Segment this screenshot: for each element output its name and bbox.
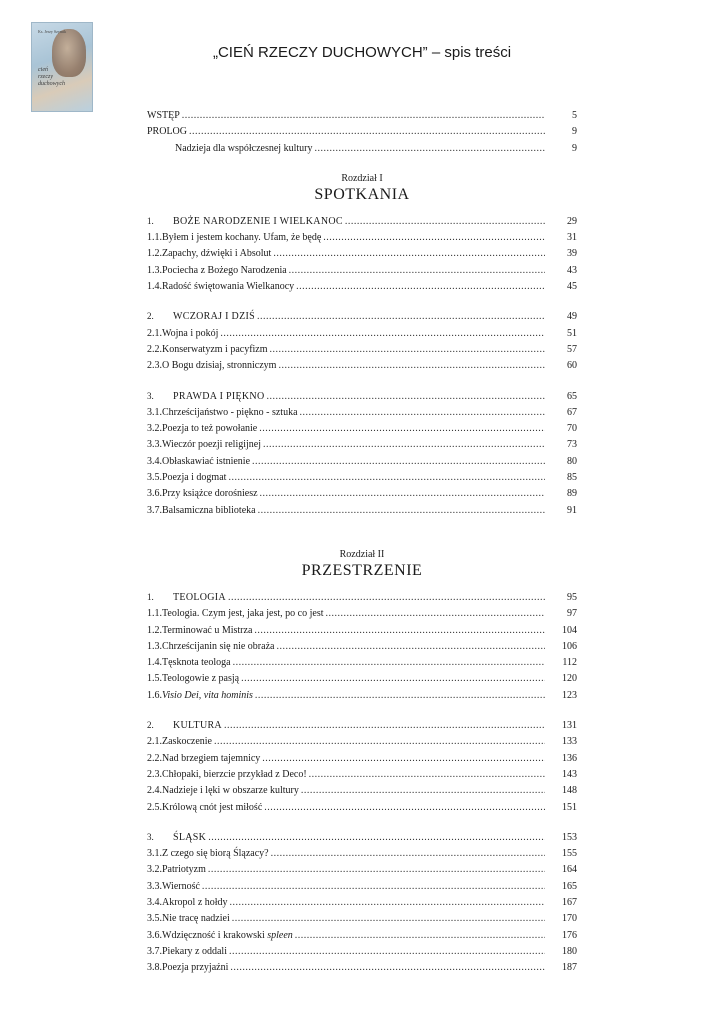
chapter-heading bbox=[147, 173, 577, 204]
toc-entry[interactable] bbox=[147, 472, 577, 488]
dot-leader bbox=[230, 897, 545, 908]
page-number: 29 bbox=[567, 215, 577, 227]
dot-leader bbox=[254, 625, 545, 636]
entry-label bbox=[147, 311, 255, 322]
entry-label bbox=[147, 832, 206, 843]
toc-entry[interactable] bbox=[147, 690, 577, 706]
toc-entry[interactable] bbox=[147, 281, 577, 297]
entry-label: PROLOG bbox=[147, 126, 188, 138]
toc-entry[interactable] bbox=[147, 232, 577, 248]
page-number: 31 bbox=[567, 232, 577, 244]
toc-section-entry[interactable] bbox=[147, 832, 577, 848]
toc-entry[interactable] bbox=[147, 265, 577, 281]
page-number: 120 bbox=[562, 673, 577, 685]
toc-entry[interactable] bbox=[147, 439, 577, 455]
section-gap bbox=[147, 818, 577, 832]
page-number: 148 bbox=[562, 785, 577, 797]
toc-entry[interactable] bbox=[147, 248, 577, 264]
entry-label: 3.8.Poezja przyjaźni bbox=[147, 962, 229, 974]
section-title: ŚLĄSK bbox=[173, 831, 207, 843]
entry-label: 3.7.Balsamiczna biblioteka bbox=[147, 504, 256, 516]
toc-entry[interactable] bbox=[147, 344, 577, 360]
page-number: 123 bbox=[562, 689, 577, 701]
entry-label: 1.6.Visio Dei, vita hominis bbox=[147, 689, 253, 701]
entry-label: 2.1.Wojna i pokój bbox=[147, 327, 219, 339]
dot-leader bbox=[220, 328, 545, 339]
page-number: 60 bbox=[567, 360, 577, 372]
page-number: 95 bbox=[567, 591, 577, 603]
dot-leader bbox=[189, 126, 545, 137]
entry-label: 3.5.Poezja i dogmat bbox=[147, 472, 227, 484]
entry-label bbox=[147, 391, 264, 402]
page-number: 85 bbox=[567, 472, 577, 484]
entry-label: WSTĘP bbox=[147, 110, 180, 121]
entry-label: 3.1.Z czego się biorą Ślązacy? bbox=[147, 848, 269, 860]
section-title: PRAWDA I PIĘKNO bbox=[173, 390, 265, 402]
page-number: 70 bbox=[567, 423, 577, 435]
entry-label: 1.3.Chrześcijanin się nie obraża bbox=[147, 640, 275, 652]
entry-label: 2.3.O Bogu dzisiaj, stronniczym bbox=[147, 360, 277, 372]
section-number: 2. bbox=[147, 311, 154, 322]
dot-leader bbox=[289, 265, 545, 276]
toc-section-entry[interactable] bbox=[147, 216, 577, 232]
entry-label: 3.1.Chrześcijaństwo - piękno - sztuka bbox=[147, 406, 298, 418]
dot-leader bbox=[182, 110, 545, 121]
chapter-heading bbox=[147, 549, 577, 580]
page-number: 187 bbox=[562, 962, 577, 974]
entry-label: 3.6.Wdzięczność i krakowski spleen bbox=[147, 929, 293, 941]
entry-label: 1.2.Terminować u Mistrza bbox=[147, 624, 253, 636]
page-number: 43 bbox=[567, 264, 577, 276]
toc-entry[interactable] bbox=[147, 673, 577, 689]
chapter-label: Rozdział II bbox=[339, 548, 385, 560]
dot-leader bbox=[224, 720, 545, 731]
section-title: TEOLOGIA bbox=[173, 591, 226, 603]
page-number: 51 bbox=[567, 327, 577, 339]
section-number: 1. bbox=[147, 215, 154, 226]
page-number: 133 bbox=[562, 736, 577, 748]
page-number: 131 bbox=[562, 720, 577, 732]
section-gap bbox=[147, 297, 577, 311]
page-number: 106 bbox=[562, 640, 577, 652]
entry-label: 3.6.Przy książce dorośniesz bbox=[147, 488, 258, 500]
page-number: 170 bbox=[562, 913, 577, 925]
toc-section-entry[interactable] bbox=[147, 311, 577, 327]
entry-label: 2.1.Zaskoczenie bbox=[147, 736, 212, 748]
dot-leader bbox=[296, 281, 545, 292]
dot-leader bbox=[228, 592, 545, 603]
dot-leader bbox=[314, 143, 545, 154]
dot-leader bbox=[263, 439, 545, 450]
page-number: 73 bbox=[567, 439, 577, 451]
toc-entry[interactable] bbox=[147, 930, 577, 946]
dot-leader bbox=[214, 736, 545, 747]
page-number: 9 bbox=[572, 126, 577, 138]
page-number: 153 bbox=[562, 831, 577, 843]
entry-label: 3.4.Akropol z hołdy bbox=[147, 896, 228, 908]
dot-leader bbox=[345, 216, 545, 227]
toc-entry[interactable] bbox=[147, 328, 577, 344]
section-number: 2. bbox=[147, 720, 154, 731]
entry-label: 2.4.Nadzieje i lęki w obszarze kultury bbox=[147, 785, 299, 797]
dot-leader bbox=[259, 423, 545, 434]
page-title: „CIEŃ RZECZY DUCHOWYCH” – spis treści bbox=[212, 44, 512, 61]
cover-author: Ks. Jerzy Szymik bbox=[38, 29, 67, 34]
entry-label bbox=[147, 592, 226, 603]
entry-label: 3.7.Piekary z oddali bbox=[147, 945, 227, 957]
toc-entry[interactable] bbox=[147, 769, 577, 785]
entry-label: 3.3.Wieczór poezji religijnej bbox=[147, 439, 261, 451]
toc-entry[interactable] bbox=[147, 946, 577, 962]
dot-leader bbox=[241, 673, 545, 684]
chapter-name: PRZESTRZENIE bbox=[301, 561, 423, 579]
toc-entry[interactable] bbox=[147, 802, 577, 818]
cover-title: cień rzeczy duchowych bbox=[38, 67, 65, 87]
toc-entry[interactable] bbox=[147, 848, 577, 864]
page-number: 104 bbox=[562, 624, 577, 636]
dot-leader bbox=[264, 802, 545, 813]
page-number: 45 bbox=[567, 281, 577, 293]
dot-leader bbox=[258, 505, 545, 516]
entry-label: 2.5.Królową cnót jest miłość bbox=[147, 801, 263, 813]
dot-leader bbox=[208, 864, 545, 875]
dot-leader bbox=[309, 769, 545, 780]
page-number: 167 bbox=[562, 896, 577, 908]
page-number: 5 bbox=[572, 110, 577, 121]
toc-entry[interactable] bbox=[147, 881, 577, 897]
chapter-label: Rozdział I bbox=[341, 172, 383, 184]
toc-section-entry[interactable] bbox=[147, 592, 577, 608]
toc-section-entry[interactable] bbox=[147, 391, 577, 407]
page-number: 67 bbox=[567, 406, 577, 418]
toc-entry[interactable] bbox=[147, 110, 577, 126]
page-number: 165 bbox=[562, 880, 577, 892]
entry-label: 3.5.Nie tracę nadziei bbox=[147, 913, 230, 925]
section-title: BOŻE NARODZENIE I WIELKANOC bbox=[173, 215, 343, 227]
toc-entry[interactable] bbox=[147, 897, 577, 913]
entry-label: 3.3.Wierność bbox=[147, 880, 200, 892]
dot-leader bbox=[228, 472, 545, 483]
entry-label: 2.2.Konserwatyzm i pacyfizm bbox=[147, 343, 268, 355]
entry-label: 1.1.Byłem i jestem kochany. Ufam, że będę bbox=[147, 232, 322, 244]
page-number: 91 bbox=[567, 504, 577, 516]
section-title: KULTURA bbox=[173, 720, 222, 732]
entry-label: 1.4.Tęsknota teologa bbox=[147, 657, 231, 669]
dot-leader bbox=[262, 753, 545, 764]
dot-leader bbox=[252, 456, 545, 467]
dot-leader bbox=[230, 962, 545, 973]
toc-entry[interactable] bbox=[147, 456, 577, 472]
dot-leader bbox=[325, 608, 545, 619]
page-number: 80 bbox=[567, 455, 577, 467]
entry-label: 3.2.Patriotyzm bbox=[147, 864, 206, 876]
dot-leader bbox=[257, 311, 545, 322]
dot-leader bbox=[273, 248, 545, 259]
page-number: 143 bbox=[562, 768, 577, 780]
book-cover-thumbnail bbox=[31, 22, 93, 112]
page-number: 151 bbox=[562, 801, 577, 813]
dot-leader bbox=[276, 641, 545, 652]
section-gap bbox=[147, 377, 577, 391]
toc-entry[interactable] bbox=[147, 913, 577, 929]
dot-leader bbox=[323, 232, 545, 243]
dot-leader bbox=[270, 344, 545, 355]
dot-leader bbox=[271, 848, 545, 859]
toc-entry[interactable] bbox=[147, 641, 577, 657]
toc-entry[interactable] bbox=[147, 785, 577, 801]
chapter-name: SPOTKANIA bbox=[314, 185, 410, 203]
dot-leader bbox=[233, 657, 545, 668]
toc-entry[interactable] bbox=[147, 423, 577, 439]
toc-entry[interactable] bbox=[147, 625, 577, 641]
dot-leader bbox=[266, 391, 545, 402]
section-gap bbox=[147, 706, 577, 720]
dot-leader bbox=[295, 930, 545, 941]
page-number: 57 bbox=[567, 343, 577, 355]
page-number: 180 bbox=[562, 945, 577, 957]
entry-label: 3.2.Poezja to też powołanie bbox=[147, 423, 258, 435]
page-number: 49 bbox=[567, 311, 577, 323]
entry-label: 1.3.Pociecha z Bożego Narodzenia bbox=[147, 264, 287, 276]
page-number: 39 bbox=[567, 248, 577, 260]
entry-label: 1.5.Teologowie z pasją bbox=[147, 673, 240, 685]
page-number: 176 bbox=[562, 929, 577, 941]
toc-entry[interactable] bbox=[147, 753, 577, 769]
toc-entry[interactable] bbox=[147, 407, 577, 423]
section-number: 3. bbox=[147, 390, 154, 401]
entry-label: 1.4.Radość świętowania Wielkanocy bbox=[147, 281, 295, 293]
page-number: 65 bbox=[567, 390, 577, 402]
table-of-contents bbox=[147, 110, 577, 978]
entry-label: 1.2.Zapachy, dźwięki i Absolut bbox=[147, 248, 272, 260]
dot-leader bbox=[260, 488, 545, 499]
page-number: 164 bbox=[562, 864, 577, 876]
page-number: 89 bbox=[567, 488, 577, 500]
toc-entry[interactable] bbox=[147, 488, 577, 504]
entry-label: Nadzieja dla współczesnej kultury bbox=[175, 142, 313, 154]
toc-entry[interactable] bbox=[147, 736, 577, 752]
toc-entry[interactable] bbox=[147, 608, 577, 624]
section-title: WCZORAJ I DZIŚ bbox=[173, 311, 255, 323]
entry-label: 1.1.Teologia. Czym jest, jaka jest, po co jest bbox=[147, 608, 324, 620]
dot-leader bbox=[278, 360, 545, 371]
page-number: 112 bbox=[562, 657, 577, 669]
dot-leader bbox=[208, 832, 545, 843]
toc-entry[interactable] bbox=[147, 962, 577, 978]
dot-leader bbox=[300, 407, 545, 418]
dot-leader bbox=[202, 881, 545, 892]
page-number: 9 bbox=[572, 142, 577, 154]
page-number: 155 bbox=[562, 848, 577, 860]
entry-label: 2.3.Chłopaki, bierzcie przykład z Deco! bbox=[147, 768, 307, 780]
toc-entry[interactable] bbox=[147, 126, 577, 142]
dot-leader bbox=[229, 946, 545, 957]
toc-entry[interactable] bbox=[147, 360, 577, 376]
dot-leader bbox=[255, 690, 545, 701]
toc-entry[interactable] bbox=[147, 143, 577, 159]
dot-leader bbox=[301, 785, 545, 796]
entry-label bbox=[147, 216, 343, 227]
entry-label: 3.4.Obłaskawiać istnienie bbox=[147, 455, 251, 467]
toc-entry[interactable] bbox=[147, 657, 577, 673]
section-number: 3. bbox=[147, 831, 154, 842]
dot-leader bbox=[232, 913, 545, 924]
toc-entry[interactable] bbox=[147, 505, 577, 521]
entry-label bbox=[147, 720, 222, 731]
page-number: 97 bbox=[567, 608, 577, 620]
section-number: 1. bbox=[147, 591, 154, 602]
page-number: 136 bbox=[562, 752, 577, 764]
toc-section-entry[interactable] bbox=[147, 720, 577, 736]
toc-entry[interactable] bbox=[147, 864, 577, 880]
entry-label: 2.2.Nad brzegiem tajemnicy bbox=[147, 752, 261, 764]
